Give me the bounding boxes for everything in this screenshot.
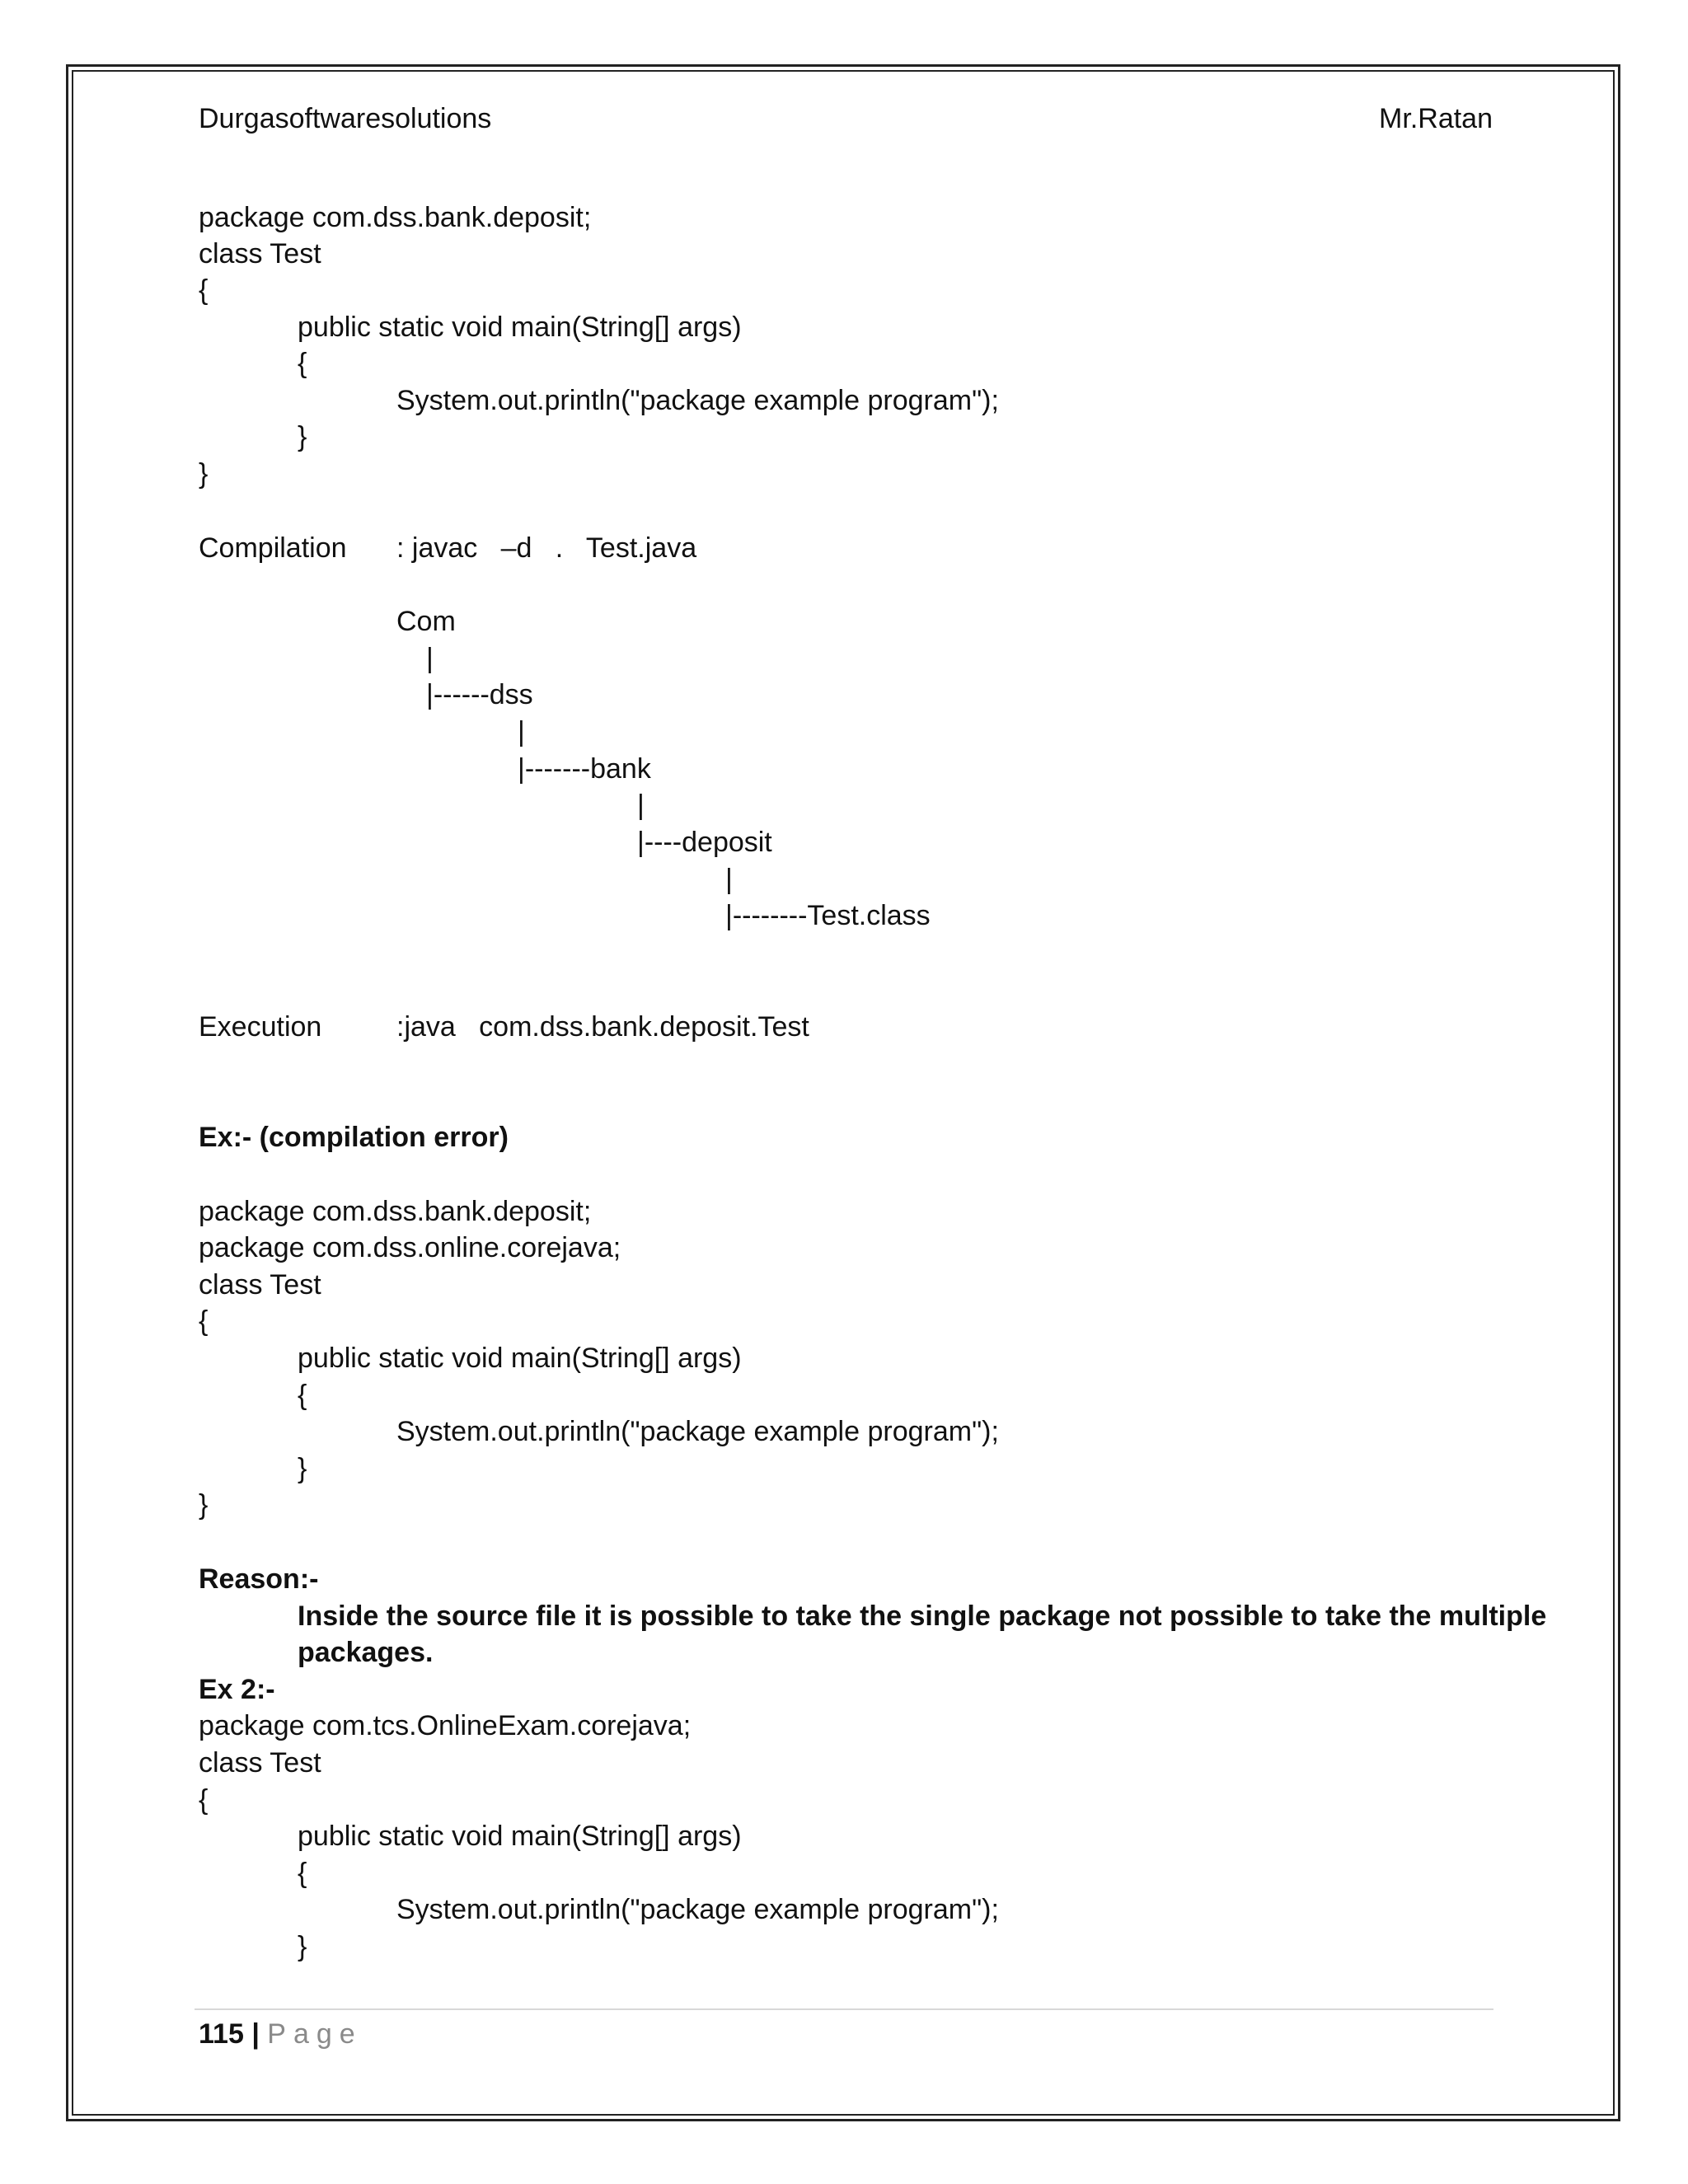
code-line: } [298,1931,307,1962]
tree-node-dss: |------dss [426,679,533,710]
code-line: package com.dss.online.corejava; [199,1232,621,1263]
tree-node-deposit: |----deposit [637,827,772,858]
code-line: class Test [199,1269,321,1301]
code-line: } [199,458,209,490]
execution-label: Execution [199,1011,322,1043]
example-heading: Ex 2:- [199,1674,275,1705]
reason-text: packages. [298,1637,434,1668]
code-line: } [298,1453,307,1484]
code-line: System.out.println("package example program"); [396,1894,999,1925]
header-author: Mr.Ratan [1379,103,1493,134]
reason-heading: Reason:- [199,1563,319,1595]
code-line: System.out.println("package example program"); [396,385,999,416]
code-line: class Test [199,1747,321,1779]
code-line: public static void main(String[] args) [298,1821,742,1852]
code-line: } [298,421,307,452]
tree-node-com: Com [396,606,456,637]
code-line: { [298,1858,307,1889]
example-heading: Ex:- (compilation error) [199,1122,509,1153]
tree-connector: | [518,716,525,748]
code-line: package com.tcs.OnlineExam.corejava; [199,1710,692,1741]
code-line: { [199,1305,209,1337]
footer-divider [195,2008,1493,2010]
code-line: public static void main(String[] args) [298,1343,742,1374]
code-line: class Test [199,238,321,269]
tree-connector: | [426,643,434,674]
page-label: Page [267,2018,363,2050]
tree-node-bank: |-------bank [518,753,651,785]
tree-connector: | [637,790,645,821]
page-number: 115 [199,2018,244,2050]
code-line: public static void main(String[] args) [298,312,742,343]
code-line: } [199,1489,209,1521]
tree-node-test-class: |--------Test.class [725,900,931,931]
compilation-command: : javac –d . Test.java [396,532,697,564]
code-line: { [298,1380,307,1411]
code-line: package com.dss.bank.deposit; [199,202,592,233]
code-line: System.out.println("package example program"); [396,1416,999,1447]
execution-command: :java com.dss.bank.deposit.Test [396,1011,809,1043]
compilation-label: Compilation [199,532,347,564]
footer-separator: | [251,2018,260,2050]
code-line: { [199,274,209,306]
header-company: Durgasoftwaresolutions [199,103,492,134]
tree-connector: | [725,864,733,895]
page-footer [199,2018,363,2050]
code-line: { [199,1784,209,1816]
code-line: { [298,348,307,379]
reason-text: Inside the source file it is possible to take the single package not possible to take the multiple [298,1601,1547,1632]
code-line: package com.dss.bank.deposit; [199,1196,592,1227]
